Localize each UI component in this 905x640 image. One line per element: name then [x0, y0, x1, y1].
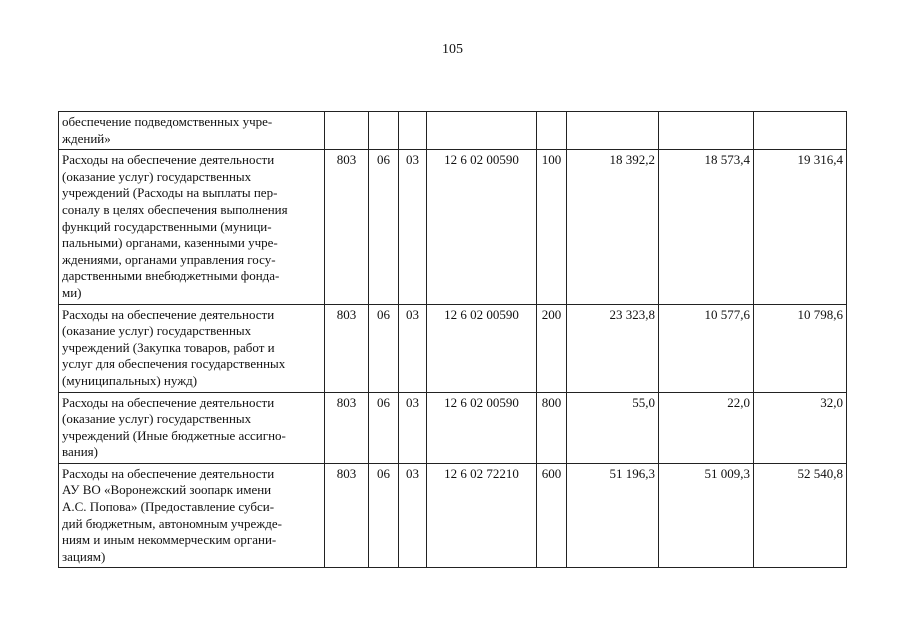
- amount-2-cell: 22,0: [659, 392, 754, 463]
- section-code-cell: 06: [369, 150, 399, 304]
- target-article-cell: 12 6 02 72210: [427, 463, 537, 568]
- description-line: дарственными внебюджетными фонда-: [62, 268, 280, 284]
- description-cell: [59, 392, 325, 463]
- description-line: учреждений (Закупка товаров, работ и: [62, 339, 275, 355]
- amount-2-cell: 10 577,6: [659, 304, 754, 392]
- description-line: учреждений (Иные бюджетные ассигно-: [62, 427, 286, 443]
- description-line: АУ ВО «Воронежский зоопарк имени: [62, 482, 272, 498]
- amount-2-cell: 18 573,4: [659, 150, 754, 304]
- subsection-code-cell: 03: [399, 392, 427, 463]
- amount-3-cell: [754, 112, 847, 150]
- description-line: Расходы на обеспечение деятельности: [62, 465, 275, 481]
- subsection-code-cell: 03: [399, 150, 427, 304]
- ministry-code-cell: 803: [325, 150, 369, 304]
- description-line: вания): [62, 444, 98, 460]
- budget-table: [58, 111, 847, 568]
- target-article-cell: 12 6 02 00590: [427, 150, 537, 304]
- description-line: Расходы на обеспечение деятельности: [62, 152, 275, 168]
- amount-3-cell: 19 316,4: [754, 150, 847, 304]
- amount-1-cell: [567, 112, 659, 150]
- expense-type-cell: 100: [537, 150, 567, 304]
- description-line: Расходы на обеспечение деятельности: [62, 394, 275, 410]
- table-row: [59, 392, 847, 463]
- expense-type-cell: 600: [537, 463, 567, 568]
- amount-1-cell: 23 323,8: [567, 304, 659, 392]
- ministry-code-cell: 803: [325, 304, 369, 392]
- table-row: [59, 112, 847, 150]
- description-line: (оказание услуг) государственных: [62, 168, 252, 184]
- expense-type-cell: 800: [537, 392, 567, 463]
- amount-1-cell: 18 392,2: [567, 150, 659, 304]
- target-article-cell: [427, 112, 537, 150]
- description-line: (оказание услуг) государственных: [62, 411, 252, 427]
- subsection-code-cell: 03: [399, 304, 427, 392]
- amount-1-cell: 55,0: [567, 392, 659, 463]
- description-line: соналу в целях обеспечения выполнения: [62, 201, 288, 217]
- description-line: услуг для обеспечения государственных: [62, 356, 286, 372]
- ministry-code-cell: 803: [325, 463, 369, 568]
- description-cell: [59, 150, 325, 304]
- description-line: учреждений (Расходы на выплаты пер-: [62, 185, 278, 201]
- amount-2-cell: 51 009,3: [659, 463, 754, 568]
- description-line: функций государственными (муници-: [62, 218, 272, 234]
- table-row: [59, 150, 847, 304]
- description-line: (оказание услуг) государственных: [62, 323, 252, 339]
- section-code-cell: 06: [369, 304, 399, 392]
- description-cell: [59, 304, 325, 392]
- description-cell: [59, 112, 325, 150]
- description-line: ми): [62, 284, 82, 300]
- description-line: обеспечение подведомственных учре-: [62, 114, 273, 129]
- section-code-cell: 06: [369, 463, 399, 568]
- table-row: [59, 463, 847, 568]
- target-article-cell: 12 6 02 00590: [427, 392, 537, 463]
- expense-type-cell: 200: [537, 304, 567, 392]
- table-row: [59, 304, 847, 392]
- description-line: А.С. Попова» (Предоставление субси-: [62, 499, 275, 515]
- ministry-code-cell: [325, 112, 369, 150]
- target-article-cell: 12 6 02 00590: [427, 304, 537, 392]
- amount-3-cell: 32,0: [754, 392, 847, 463]
- section-code-cell: [369, 112, 399, 150]
- subsection-code-cell: 03: [399, 463, 427, 568]
- description-line: дий бюджетным, автономным учрежде-: [62, 515, 282, 531]
- description-line: зациям): [62, 548, 106, 564]
- description-cell: [59, 463, 325, 568]
- description-line: ждениями, органами управления госу-: [62, 251, 276, 267]
- subsection-code-cell: [399, 112, 427, 150]
- amount-3-cell: 10 798,6: [754, 304, 847, 392]
- expense-type-cell: [537, 112, 567, 150]
- description-line: ниям и иным некоммерческим органи-: [62, 532, 277, 548]
- amount-1-cell: 51 196,3: [567, 463, 659, 568]
- amount-2-cell: [659, 112, 754, 150]
- description-line: (муниципальных) нужд): [62, 372, 198, 388]
- description-line: Расходы на обеспечение деятельности: [62, 306, 275, 322]
- amount-3-cell: 52 540,8: [754, 463, 847, 568]
- description-line: ждений»: [62, 130, 111, 146]
- section-code-cell: 06: [369, 392, 399, 463]
- page-number: 105: [442, 42, 463, 57]
- description-line: пальными) органами, казенными учре-: [62, 235, 278, 251]
- ministry-code-cell: 803: [325, 392, 369, 463]
